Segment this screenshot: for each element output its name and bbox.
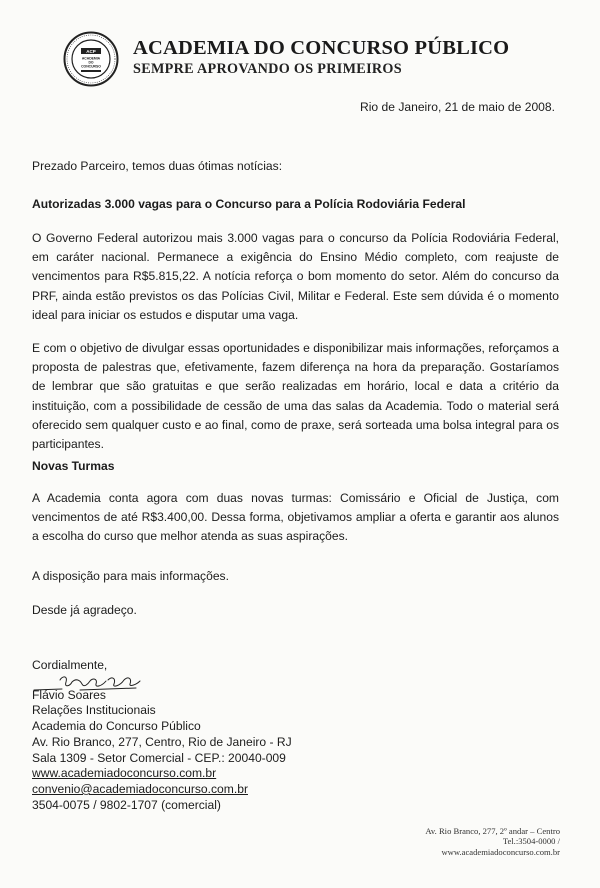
website-link[interactable]: www.academiadoconcurso.com.br — [32, 766, 217, 781]
signer-org: Academia do Concurso Público — [32, 719, 201, 734]
footer-line-address: Av. Rio Branco, 277, 2º andar – Centro — [425, 826, 560, 836]
thanks-line: Desde já agradeço. — [32, 603, 137, 617]
paragraph-new-classes: A Academia conta agora com duas novas turmas: Comissário e Oficial de Justiça, com vencimentos de até R$3.400,00. Dessa forma, objetivamos ampliar a oferta e garantir aos alunos a escolha do curso que melhor atenda as suas aspirações. — [32, 491, 559, 544]
handwritten-signature — [32, 672, 152, 694]
address-line-2: Sala 1309 - Setor Comercial - CEP.: 20040-009 — [32, 750, 286, 765]
signer-name: Flávio Soares — [32, 687, 106, 702]
paragraph-lectures: E com o objetivo de divulgar essas oportunidades e disponibilizar mais informações, reforçamos a proposta de palestras que, efetivamente, fazem diferença na hora da preparação. Gostaríamos de lembrar que são gratuitas e que serão realizadas em horário, local e data a critério da instituição, com a possibilidade de cessão de uma das salas da Academia. Todo o material será oferecido sem qualquer custo e ao final, como de praxe, será sorteada uma bolsa integral para os participantes. — [32, 341, 559, 452]
brand — [133, 36, 573, 78]
letterhead — [63, 31, 583, 87]
greeting: Prezado Parceiro, temos duas ótimas notícias: — [32, 159, 283, 173]
availability-line: A disposição para mais informações. — [32, 569, 229, 583]
section-title-new-classes: Novas Turmas — [32, 459, 115, 473]
footer-line-website: www.academiadoconcurso.com.br — [441, 846, 560, 857]
paragraph-prf: O Governo Federal autorizou mais 3.000 vagas para o concurso da Polícia Rodoviária Federal, em caráter nacional. Permanece a exigência do Ensino Médio completo, com reajuste de vencimentos para R$5.815,22. A notícia reforça o bom momento do setor. Além do concurso da PRF, ainda estão previstos os das Polícias Civil, Militar e Federal. Este sem dúvida é o momento ideal para iniciar os estudos e disputar uma vaga. — [32, 231, 559, 322]
signature-text: Flávio Soares — [32, 672, 39, 673]
seal-icon — [63, 31, 119, 87]
seal-label-line: CONCURSO — [81, 64, 101, 69]
closing: Cordialmente, — [32, 658, 108, 672]
email-link[interactable]: convenio@academiadoconcurso.com.br — [32, 781, 248, 796]
brand-name: ACADEMIA DO CONCURSO PÚBLICO — [133, 37, 510, 59]
address-line-1: Av. Rio Branco, 277, Centro, Rio de Janeiro - RJ — [32, 734, 292, 749]
seal-inner-text: ACP — [86, 49, 96, 54]
letter-date: Rio de Janeiro, 21 de maio de 2008. — [360, 100, 555, 114]
academy-seal-logo — [63, 31, 119, 87]
signer-role: Relações Institucionais — [32, 703, 156, 718]
phone-numbers: 3504-0075 / 9802-1707 (comercial) — [32, 797, 221, 812]
seal-label-line: DO — [88, 60, 94, 65]
footer-address — [360, 826, 560, 857]
signature-block — [32, 658, 292, 813]
brand-slogan: SEMPRE APROVANDO OS PRIMEIROS — [133, 61, 402, 77]
footer-line-phone: Tel.:3504-0000 / — [502, 836, 560, 847]
section-title-prf: Autorizadas 3.000 vagas para o Concurso para a Polícia Rodoviária Federal — [32, 197, 466, 211]
seal-label-line: ACADEMIA — [81, 56, 101, 61]
